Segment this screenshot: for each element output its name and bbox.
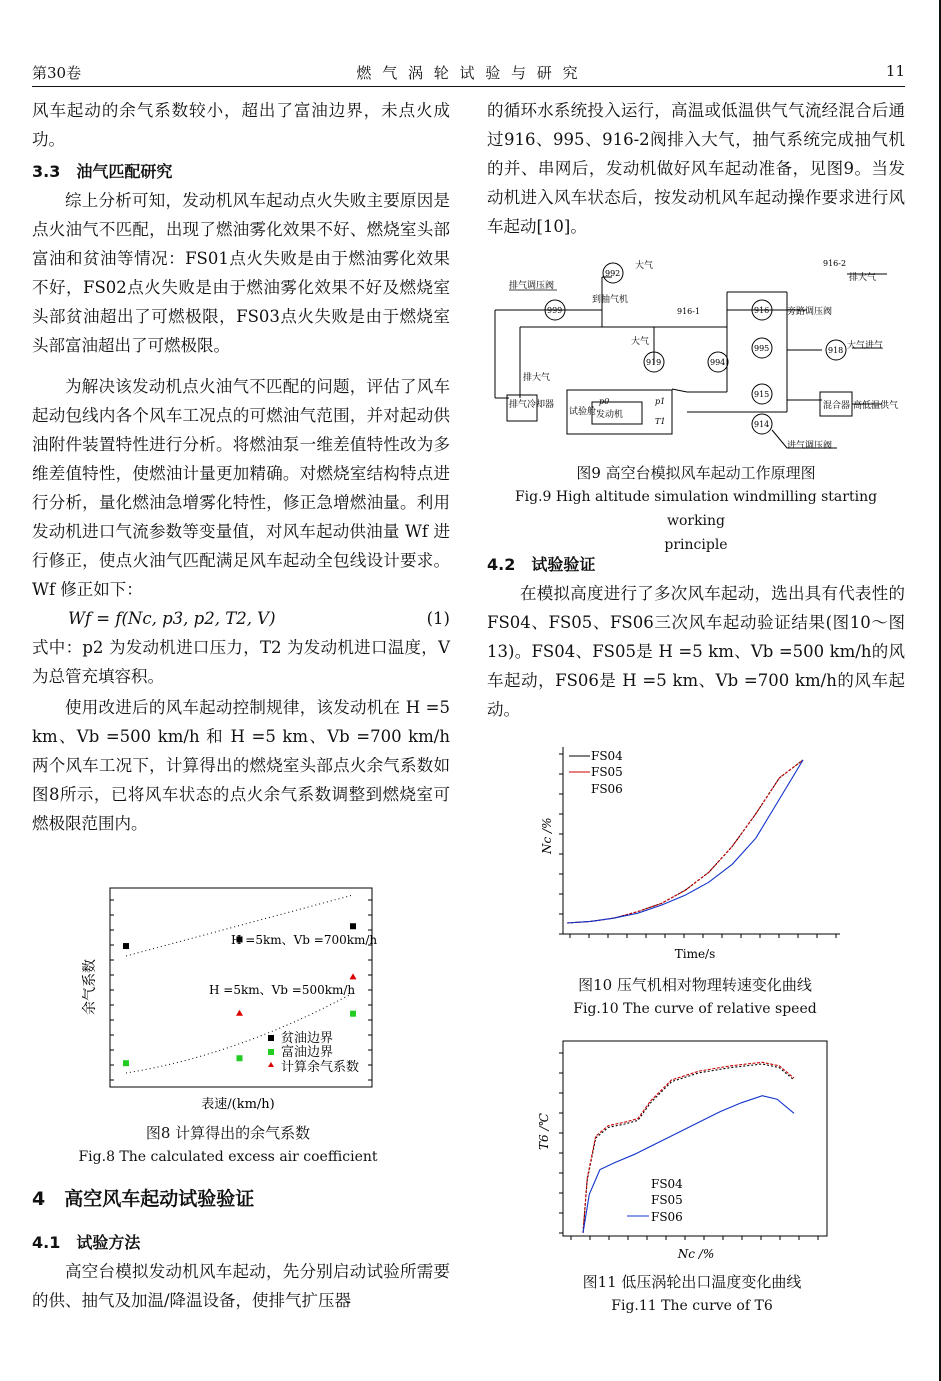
section-4-1-heading: 4.1 试验方法 xyxy=(32,1233,141,1252)
fig11-series-fs04 xyxy=(583,1064,794,1233)
fig8-chart xyxy=(78,885,378,1113)
fig8-point-rich xyxy=(350,1011,356,1017)
fig8-legend-calc-marker xyxy=(268,1062,274,1067)
fig11-frame xyxy=(563,1041,827,1236)
page-number: 11 xyxy=(885,62,905,80)
figure-9 xyxy=(487,252,905,557)
left-paragraph-3: 为解决该发动机点火油气不匹配的问题，评估了风车起动包线内各个风车工况点的可燃油气范围，并对起动供油附件装置特性进行分析。将燃油泵一维差值特性改为多维差值特性，使燃油计量更加精确。对燃烧室结构特点进行分析，量化燃油急增雾化特性，修正急增燃油量。利用发动机进口气流参数等变量值，对风车起动供油量 Wf 进行修正，使点火油气匹配满足风车起动全包线设计要求。Wf 修正如下： xyxy=(32,377,450,599)
fig8-point-lean xyxy=(350,923,356,929)
fig9-label-atm1: 大气 xyxy=(635,261,654,271)
left-column xyxy=(32,96,450,838)
fig9-label-atm2: 大气 xyxy=(631,337,650,347)
left-paragraph-5: 使用改进后的风车起动控制规律，该发动机在 H =5 km、Vb =500 km/h 和 H =5 km、Vb =700 km/h 两个风车工况下，计算得出的燃烧室头部点火余气系数如图8所示，已将风车状态的点火余气系数调整到燃烧室可燃极限范围内。 xyxy=(32,698,450,833)
fig11-chart xyxy=(536,1038,848,1266)
formula-expression: Wf = f(Nc, p3, p2, T2, V) xyxy=(68,609,276,628)
left-paragraph-6: 高空台模拟发动机风车起动，先分别启动试验所需要的供、抽气及加温/降温设备，使排气扩压器 xyxy=(32,1262,450,1310)
fig8-point-calc xyxy=(350,973,357,979)
fig9-label-atm-in: 大气进气 xyxy=(847,341,884,351)
formula-1 xyxy=(32,604,450,633)
fig11-series-fs05 xyxy=(583,1062,794,1233)
fig11-legend-fs05: FS05 xyxy=(651,1193,683,1207)
fig11-ylabel: T6 /℃ xyxy=(537,1113,551,1150)
fig9-label-to-pump: 到抽气机 xyxy=(592,295,629,305)
fig8-point-rich xyxy=(123,1060,129,1066)
section-4-heading: 4 高空风车起动试验验证 xyxy=(32,1188,255,1210)
fig9-label-p0: p0 xyxy=(599,397,610,406)
fig9-caption-cn: 图9 高空台模拟风车起动工作原理图 xyxy=(576,464,816,482)
fig8-annotation-500: H =5km、Vb =500km/h xyxy=(209,983,356,997)
fig8-ylabel: 余气系数 xyxy=(82,959,98,1015)
fig8-point-lean xyxy=(123,943,129,949)
fig9-label-exhaust-valve: 排气调压阀 xyxy=(509,281,555,291)
page-header xyxy=(32,62,905,84)
fig9-label-inlet-valve: 进气调压阀 xyxy=(787,441,833,451)
left-paragraph-4: 式中：p2 为发动机进口压力，T2 为发动机进口温度，V 为总管充填容积。 xyxy=(32,638,450,686)
fig9-valve-914-label: 914 xyxy=(754,420,770,429)
fig10-caption-en: Fig.10 The curve of relative speed xyxy=(573,1001,817,1017)
right-paragraph-2: 在模拟高度进行了多次风车起动，选出具有代表性的FS04、FS05、FS06三次风车起动验证结果(图10～图13)。FS04、FS05是 H =5 km、Vb =500 km/h的风车起动，FS06是 H =5 km、Vb =700 km/h的风车起动。 xyxy=(487,584,905,719)
volume-label: 第30卷 xyxy=(32,64,82,82)
fig10-xlabel: Time/s xyxy=(674,947,716,961)
fig9-valve-918-label: 918 xyxy=(828,346,844,355)
fig9-label-bypass: 旁路调压阀 xyxy=(787,307,833,317)
fig9-label-engine: 发动机 xyxy=(596,410,624,420)
fig9-valve-995-label: 995 xyxy=(754,344,770,353)
fig11-series-fs06 xyxy=(583,1096,794,1233)
fig8-legend-rich: 富油边界 xyxy=(281,1045,334,1060)
journal-title: 燃 气 涡 轮 试 验 与 研 究 xyxy=(356,64,581,82)
fig10-caption-cn: 图10 压气机相对物理转速变化曲线 xyxy=(578,976,812,994)
section-3-3-heading: 3.3 油气匹配研究 xyxy=(32,162,173,181)
fig10-ylabel: Nc /% xyxy=(540,817,554,854)
fig9-label-t1: T1 xyxy=(655,417,666,426)
fig9-pipe-engine-out xyxy=(672,389,687,392)
fig9-label-exh-atm: 排大气 xyxy=(523,373,551,383)
fig8-legend-rich-marker xyxy=(268,1049,274,1055)
fig8-legend-lean-marker xyxy=(268,1035,274,1041)
fig8-point-calc xyxy=(236,1010,243,1016)
fig8-annotation-700: H =5km、Vb =700km/h xyxy=(231,933,378,947)
section-4-2-block xyxy=(487,550,905,724)
fig9-diagram xyxy=(487,252,905,457)
fig11-legend-fs04: FS04 xyxy=(651,1177,683,1191)
right-column xyxy=(487,96,905,241)
fig9-valve-916-label: 916 xyxy=(754,306,770,315)
fig10-chart xyxy=(540,742,850,967)
fig9-label-mixer: 混合器 xyxy=(823,401,851,411)
fig10-legend-fs05: FS05 xyxy=(591,765,623,779)
fig10-legend-fs04: FS04 xyxy=(591,749,623,763)
fig9-valve-916-2-label: 916-2 xyxy=(823,259,847,268)
fig11-legend-fs06: FS06 xyxy=(651,1210,683,1224)
section-4-2-heading: 4.2 试验验证 xyxy=(487,555,596,574)
fig9-label-atm-out: 排大气 xyxy=(849,273,877,283)
fig8-point-rich xyxy=(237,1055,243,1061)
fig8-caption-cn: 图8 计算得出的余气系数 xyxy=(145,1124,311,1142)
fig11-ticks xyxy=(559,1053,818,1240)
right-paragraph-1: 的循环水系统投入运行，高温或低温供气气流经混合后通过916、995、916-2阀排入大气，抽气系统完成抽气机的并、串网后，发动机做好风车起动准备，见图9。当发动机进入风车状态后，按发动机风车起动操作要求进行风车起动[10]。 xyxy=(487,101,905,236)
fig9-valve-919-label: 919 xyxy=(646,358,662,367)
fig11-caption-cn: 图11 低压涡轮出口温度变化曲线 xyxy=(582,1273,802,1291)
fig9-valve-916-1-label: 916-1 xyxy=(677,307,701,316)
fig9-caption-en-2: principle xyxy=(664,537,728,553)
fig9-valve-992-label: 992 xyxy=(605,269,621,278)
fig9-valve-994-label: 994 xyxy=(710,358,726,367)
fig8-caption-en: Fig.8 The calculated excess air coefficient xyxy=(78,1149,378,1165)
figure-10 xyxy=(540,742,850,1021)
fig11-lines xyxy=(583,1062,794,1233)
fig8-xlabel: 表速/(km/h) xyxy=(201,1097,275,1112)
fig10-legend-fs06: FS06 xyxy=(591,782,623,796)
left-paragraph-1: 风车起动的余气系数较小，超出了富油边界，未点火成功。 xyxy=(32,101,450,149)
fig9-label-p1: p1 xyxy=(655,397,666,406)
figure-11 xyxy=(536,1038,848,1318)
fig8-legend-lean: 贫油边界 xyxy=(281,1031,334,1046)
fig9-label-test-cabin: 试验舱 xyxy=(569,407,597,417)
figure-8 xyxy=(78,885,378,1169)
fig9-valve-915-label: 915 xyxy=(754,390,770,399)
fig9-label-hl-supply: 高低温供气 xyxy=(853,401,899,411)
fig9-valve-999-label: 999 xyxy=(547,306,563,315)
fig8-legend-calc: 计算余气系数 xyxy=(281,1060,360,1075)
left-paragraph-2: 综上分析可知，发动机风车起动点火失败主要原因是点火油气不匹配，出现了燃油雾化效果不好、燃烧室头部富油和贫油等情况：FS01点火失败是由于燃油雾化效果不好，FS02点火失败是由于燃油雾化效果不好及燃烧室头部贫油超出了可燃极限，FS03点火失败是由于燃烧室头部富油超出了可燃极限。 xyxy=(32,191,450,355)
fig11-xlabel: Nc /% xyxy=(677,1247,715,1261)
fig9-caption-en-1: Fig.9 High altitude simulation windmilling starting working xyxy=(514,489,878,529)
fig9-label-exh-cooler: 排气冷却器 xyxy=(509,400,555,410)
section-4-block xyxy=(32,1185,450,1315)
header-rule xyxy=(32,86,905,87)
fig11-caption-en: Fig.11 The curve of T6 xyxy=(611,1298,773,1314)
formula-number: (1) xyxy=(426,609,450,628)
